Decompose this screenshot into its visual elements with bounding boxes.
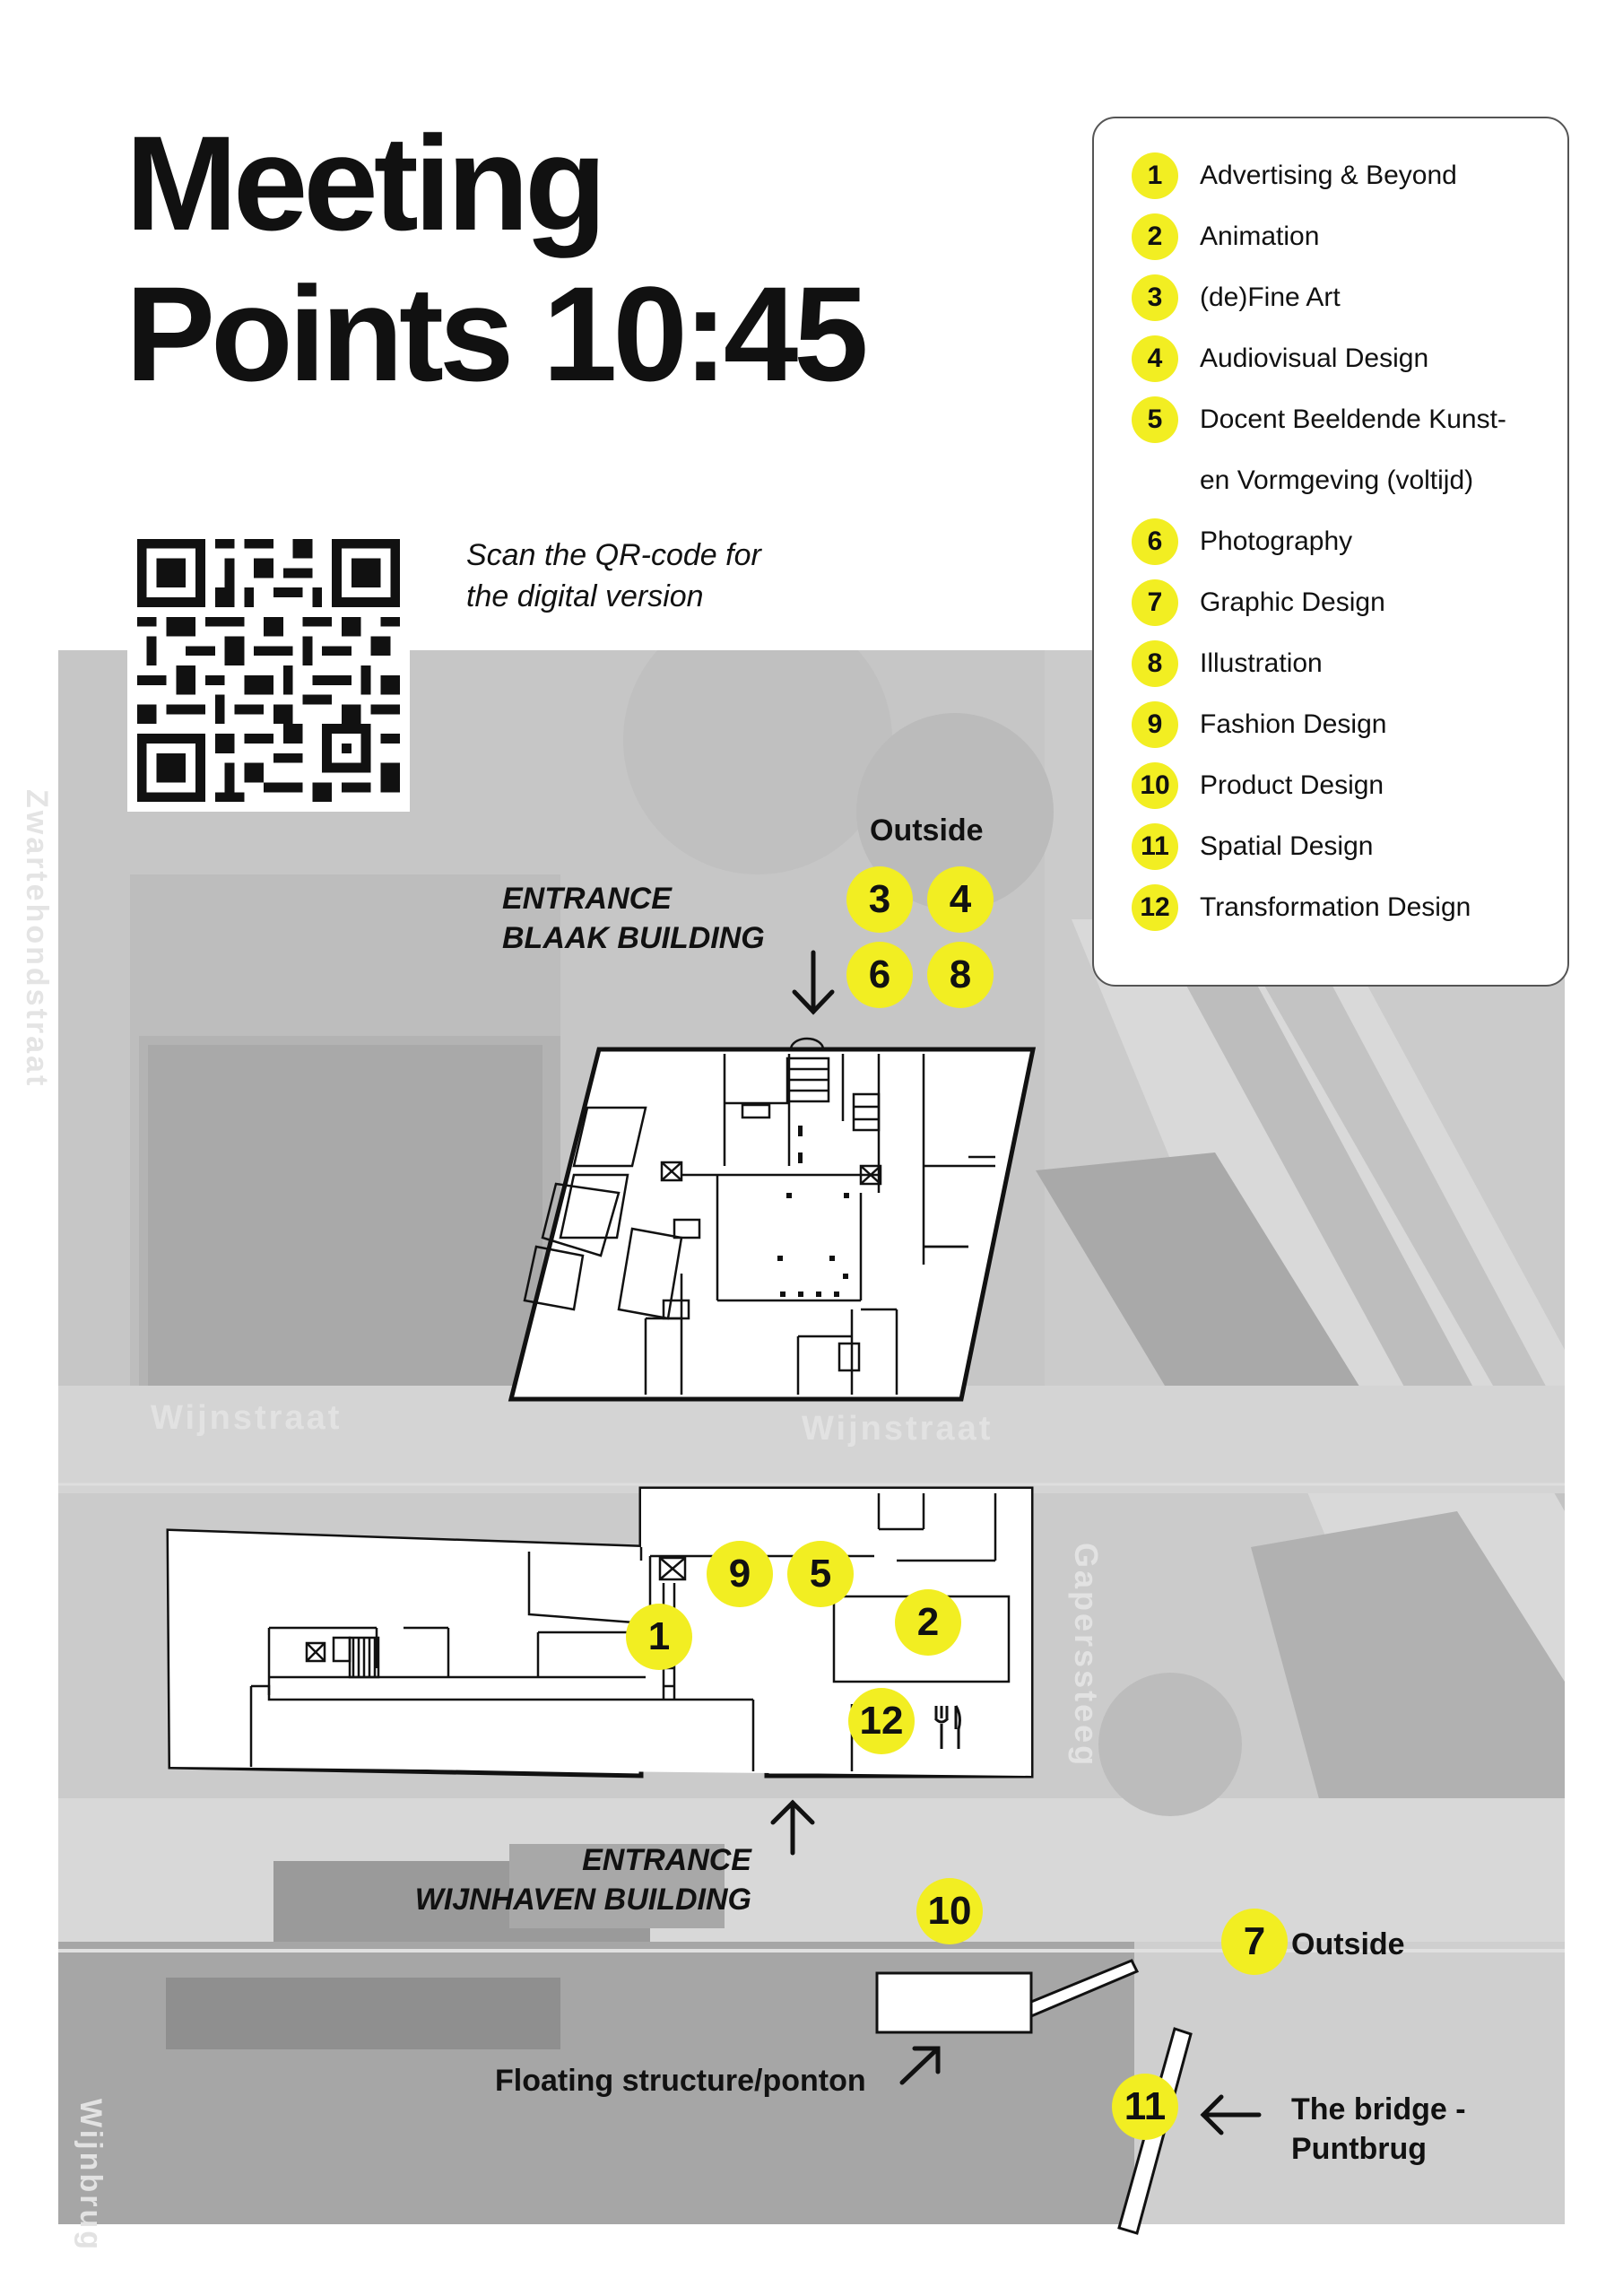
map-pin-10[interactable]: 10	[916, 1878, 983, 1944]
legend-label: Photography	[1200, 526, 1353, 556]
label-entrance-blaak	[502, 879, 765, 958]
map-pin-1[interactable]: 1	[626, 1604, 692, 1670]
arrow-bridge	[1203, 2097, 1259, 2133]
title-line-2: Points 10:45	[126, 258, 864, 409]
legend-label: (de)Fine Art	[1200, 283, 1341, 312]
legend-item	[1094, 640, 1567, 701]
label-bridge-line-2: Puntbrug	[1291, 2132, 1428, 2166]
map-pin-4[interactable]: 4	[927, 866, 994, 933]
label-outside-top: Outside	[870, 813, 984, 848]
legend-item	[1094, 396, 1567, 518]
legend-item	[1094, 274, 1567, 335]
legend-badge: 5	[1132, 396, 1178, 443]
legend-item	[1094, 701, 1567, 762]
legend-badge: 7	[1132, 579, 1178, 626]
street-name-wijnstraat-left: Wijnstraat	[151, 1399, 343, 1437]
legend-item	[1094, 823, 1567, 884]
label-entrance-blaak-line-1: ENTRANCE	[502, 882, 672, 916]
street-name-zwartehondstraat: Zwartehondstraat	[20, 789, 54, 1089]
legend-badge: 6	[1132, 518, 1178, 565]
label-entrance-blaak-line-2: BLAAK BUILDING	[502, 921, 765, 955]
legend-label	[1200, 389, 1506, 511]
legend-label-line-2: en Vormgeving (voltijd)	[1200, 465, 1474, 495]
legend-badge: 3	[1132, 274, 1178, 321]
arrow-down-blaak	[794, 952, 832, 1012]
label-entrance-wijnhaven-line-2: WIJNHAVEN BUILDING	[414, 1883, 751, 1917]
legend-badge: 4	[1132, 335, 1178, 382]
map-pin-3[interactable]: 3	[846, 866, 913, 933]
legend-label: Spatial Design	[1200, 831, 1374, 861]
label-bridge-line-1: The bridge -	[1291, 2092, 1466, 2126]
legend-label: Advertising & Beyond	[1200, 161, 1457, 190]
map-pin-5[interactable]: 5	[787, 1541, 854, 1607]
legend-label: Audiovisual Design	[1200, 344, 1429, 373]
map-pin-9[interactable]: 9	[707, 1541, 773, 1607]
map-pin-7[interactable]: 7	[1221, 1909, 1288, 1975]
arrow-up-wijnhaven	[773, 1803, 812, 1853]
legend-badge: 1	[1132, 152, 1178, 199]
legend-item	[1094, 762, 1567, 823]
legend-badge: 12	[1132, 884, 1178, 931]
label-floating-structure: Floating structure/ponton	[495, 2064, 866, 2098]
legend-item	[1094, 884, 1567, 945]
map-pin-8[interactable]: 8	[927, 942, 994, 1008]
legend-label: Animation	[1200, 222, 1320, 251]
legend-label-line-1: Docent Beeldende Kunst-	[1200, 404, 1506, 434]
label-entrance-wijnhaven	[386, 1840, 751, 1919]
floating-structure	[877, 1961, 1137, 2032]
legend-item	[1094, 518, 1567, 579]
legend-badge: 10	[1132, 762, 1178, 809]
qr-code-icon[interactable]	[127, 529, 410, 812]
legend-label: Product Design	[1200, 770, 1384, 800]
qr-caption-line-1: Scan the QR-code for	[466, 538, 761, 572]
legend-label: Illustration	[1200, 648, 1323, 678]
title-line-1: Meeting	[126, 108, 603, 258]
qr-caption-line-2: the digital version	[466, 579, 704, 613]
legend-badge: 9	[1132, 701, 1178, 748]
legend-item	[1094, 335, 1567, 396]
legend-item	[1094, 579, 1567, 640]
legend-badge: 2	[1132, 213, 1178, 260]
map-pin-6[interactable]: 6	[846, 942, 913, 1008]
label-outside-right: Outside	[1291, 1927, 1405, 1961]
street-name-wijnstraat-mid: Wijnstraat	[802, 1410, 994, 1448]
map-pin-11[interactable]: 11	[1112, 2074, 1178, 2140]
arrow-ponton	[902, 2048, 938, 2083]
street-name-wijnbrug: Wijnbrug	[74, 2099, 108, 2252]
legend-panel	[1092, 117, 1569, 987]
legend-badge: 11	[1132, 823, 1178, 870]
map-pin-2[interactable]: 2	[895, 1589, 961, 1656]
street-name-gaperssteeg: Gaperssteeg	[1068, 1543, 1105, 1769]
legend-label: Graphic Design	[1200, 587, 1385, 617]
legend-item	[1094, 152, 1567, 213]
legend-label: Fashion Design	[1200, 709, 1387, 739]
legend-label: Transformation Design	[1200, 892, 1471, 922]
map-pin-12[interactable]: 12	[848, 1688, 915, 1754]
legend-badge: 8	[1132, 640, 1178, 687]
label-entrance-wijnhaven-line-1: ENTRANCE	[582, 1843, 751, 1877]
label-bridge	[1291, 2090, 1466, 2169]
legend-item	[1094, 213, 1567, 274]
restaurant-cutlery-icon	[931, 1704, 963, 1755]
blaak-building-plan	[511, 1039, 1033, 1399]
